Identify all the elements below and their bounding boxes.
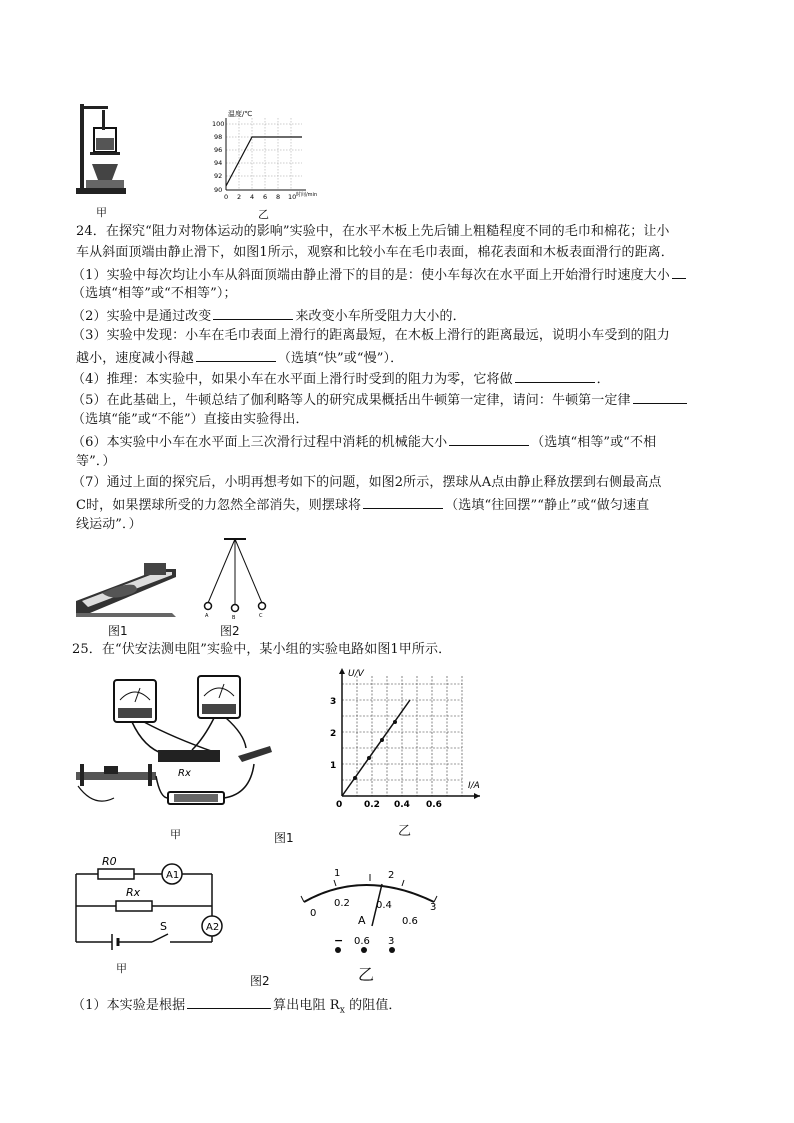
q25-fig1-right-caption: 乙 — [398, 824, 412, 839]
svg-text:2: 2 — [330, 729, 337, 739]
svg-text:1: 1 — [334, 868, 341, 879]
svg-text:时间/min: 时间/min — [296, 192, 318, 198]
q24-p6-blank[interactable] — [449, 432, 529, 446]
q25-p1-blank[interactable] — [187, 995, 271, 1009]
svg-text:8: 8 — [276, 193, 281, 201]
q24-p3-line1: （3）实验中发现：小车在毛巾表面上滑行的距离最短，在木板上滑行的距离最远，说明小车受到的阻力 — [72, 328, 670, 343]
q24-p7-line3: 线运动”．） — [76, 517, 142, 532]
svg-text:C: C — [259, 613, 263, 619]
svg-text:3: 3 — [330, 697, 337, 707]
q25-circuit-rx-label: Rx — [178, 768, 191, 779]
q24-p5-line2: （选填“能”或“不能”）直接由实验得出． — [72, 412, 309, 427]
top-temperature-graph — [212, 108, 322, 208]
q25-fig1-left-caption: 甲 — [170, 828, 181, 841]
svg-text:6: 6 — [263, 193, 268, 201]
q24-fig1-caption: 图1 — [108, 624, 128, 638]
svg-text:A: A — [205, 613, 209, 619]
svg-text:A: A — [358, 914, 366, 927]
q24-intro-line2: 车从斜面顶端由静止滑下，如图1所示，观察和比较小车在毛巾表面，棉花表面和木板表面滑行的距离． — [76, 245, 674, 260]
q25-intro: 25．在“伏安法测电阻”实验中，某小组的实验电路如图1甲所示． — [72, 642, 452, 657]
svg-text:2: 2 — [388, 870, 395, 881]
svg-text:−: − — [334, 934, 344, 947]
svg-text:0: 0 — [310, 908, 317, 919]
switch-label: S — [160, 920, 167, 933]
graph-ylabel: 温度/℃ — [228, 110, 253, 118]
q25-fig2-caption: 图2 — [250, 974, 270, 988]
q25-fig2-ammeter-dial — [284, 864, 454, 954]
top-left-caption: 甲 — [96, 206, 107, 219]
q24-p1-line2: （选填“相等”或“不相等”）； — [72, 286, 237, 301]
svg-text:0.4: 0.4 — [376, 900, 392, 911]
svg-text:100: 100 — [212, 120, 225, 128]
q24-p4-blank[interactable] — [515, 369, 595, 383]
a1-label: A1 — [166, 870, 180, 881]
svg-text:94: 94 — [214, 159, 223, 167]
q24-p4: （4）推理：本实验中，如果小车在水平面上滑行时受到的阻力为零，它将做 ． — [72, 369, 610, 389]
rx-label: Rx — [126, 886, 141, 899]
svg-text:B: B — [232, 615, 236, 620]
svg-text:4: 4 — [250, 193, 255, 201]
q25-fig1-caption: 图1 — [274, 831, 294, 845]
svg-text:0.6: 0.6 — [426, 800, 442, 810]
svg-text:3: 3 — [388, 936, 395, 947]
svg-text:0.4: 0.4 — [394, 800, 410, 810]
svg-text:3: 3 — [430, 902, 437, 913]
top-apparatus-figure — [72, 98, 132, 198]
q24-p7-line1: （7）通过上面的探究后，小明再想考如下的问题，如图2所示，摆球从A点由静止释放摆到右侧最高点 — [72, 475, 662, 490]
q24-p6-line2: 等”．） — [76, 454, 116, 469]
svg-text:0: 0 — [224, 193, 229, 201]
q25-p1: （1）本实验是根据 算出电阻 $R_x$ 的阻值． — [72, 995, 402, 1020]
svg-text:92: 92 — [214, 172, 223, 180]
q24-p7-blank[interactable] — [363, 495, 443, 509]
svg-text:2: 2 — [237, 193, 242, 201]
q25-fig2-circuit-diagram — [70, 852, 230, 960]
svg-text:96: 96 — [214, 146, 223, 154]
q24-p6-line1: （6）本实验中小车在水平面上三次滑行过程中消耗的机械能大小 （选填“相等”或“不相 — [72, 432, 656, 452]
svg-text:90: 90 — [214, 186, 223, 194]
svg-text:98: 98 — [214, 133, 223, 141]
q25-fig1-circuit-photo — [74, 668, 280, 816]
svg-text:10: 10 — [288, 193, 297, 201]
svg-text:I/A: I/A — [468, 781, 480, 791]
q25-fig2-right-caption: 乙 — [358, 965, 375, 984]
q24-fig1-slope-cart — [72, 555, 182, 620]
q25-fig2-left-caption: 甲 — [116, 962, 127, 975]
svg-text:0.6: 0.6 — [402, 916, 418, 927]
a2-label: A2 — [206, 922, 220, 933]
svg-text:U/V: U/V — [348, 669, 364, 679]
q24-p3-line2: 越小，速度减小得越 （选填“快”或“慢”）． — [76, 348, 403, 368]
q24-p3-blank[interactable] — [196, 348, 276, 362]
q24-p7-line2: C时，如果摆球所受的力忽然全部消失，则摆球将 （选填“往回摆”“静止”或“做匀速直 — [76, 495, 649, 515]
top-right-caption: 乙 — [258, 208, 269, 221]
q24-p5-blank[interactable] — [633, 390, 687, 404]
q24-p1-line1: （1）实验中每次均让小车从斜面顶端由静止滑下的目的是：使小车每次在水平面上开始滑行时速度大小 — [72, 265, 688, 285]
svg-text:1: 1 — [330, 761, 337, 771]
q24-fig2-caption: 图2 — [220, 624, 240, 638]
q24-intro-line1: 24．在探究“阻力对物体运动的影响”实验中，在水平木板上先后铺上粗糙程度不同的毛巾和棉花；让小 — [76, 224, 670, 239]
q24-fig2-pendulum — [196, 535, 276, 620]
r0-label: R0 — [102, 855, 117, 868]
q24-p5-line1: （5）在此基础上，牛顿总结了伽利略等人的研究成果概括出牛顿第一定律，请问：牛顿第一定律 — [72, 390, 689, 410]
svg-text:0.2: 0.2 — [364, 800, 380, 810]
q24-p2: （2）实验中是通过改变 来改变小车所受阻力大小的． — [72, 306, 466, 326]
q24-p1-blank[interactable] — [672, 265, 686, 279]
svg-text:0.2: 0.2 — [334, 898, 350, 909]
svg-text:0: 0 — [336, 800, 343, 810]
svg-text:0.6: 0.6 — [354, 936, 370, 947]
q25-fig1-ui-graph — [322, 664, 492, 814]
q24-p2-blank[interactable] — [213, 306, 293, 320]
